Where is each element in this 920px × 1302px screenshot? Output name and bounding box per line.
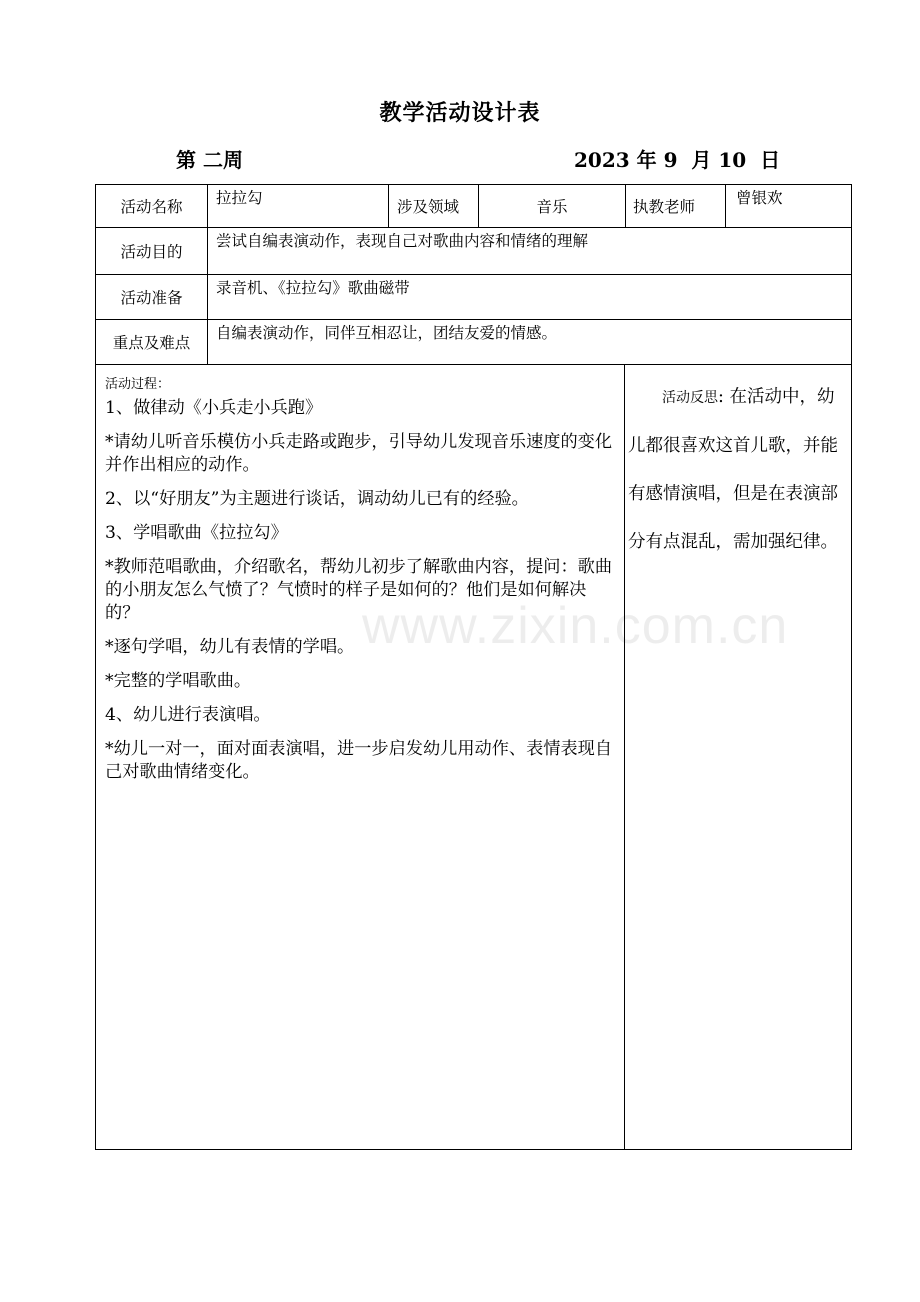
domain-label: 涉及领域	[397, 198, 460, 216]
process-title: 活动过程：	[105, 377, 171, 392]
process-paragraph: 2、以“好朋友”为主题进行谈话，调动幼儿已有的经验。	[105, 489, 529, 509]
process-paragraph: *完整的学唱歌曲。	[105, 671, 252, 691]
table-border-right	[851, 184, 852, 1150]
date-label: 2023 年 9 月 10 日	[574, 148, 781, 172]
process-paragraph: 4、幼儿进行表演唱。	[105, 705, 271, 725]
table-rule	[95, 227, 852, 228]
key-points-label: 重点及难点	[112, 334, 191, 352]
process-paragraph: *教师范唱歌曲，介绍歌名，帮幼儿初步了解歌曲内容，提问：歌曲的小朋友怎么气愤了？气愤时的样子是如何的？他们是如何解决的？	[105, 557, 613, 623]
reflection-section	[628, 373, 848, 566]
process-paragraph: 1、做律动《小兵走小兵跑》	[105, 398, 323, 418]
table-border-top	[95, 184, 852, 185]
activity-name-value: 拉拉勾	[216, 189, 263, 207]
process-paragraph: *请幼儿听音乐模仿小兵走路或跑步，引导幼儿发现音乐速度的变化并作出相应的动作。	[105, 432, 613, 475]
document-title: 教学活动设计表	[379, 100, 541, 126]
teacher-value: 曾银欢	[736, 189, 783, 207]
table-col-divider	[725, 184, 726, 228]
table-col-divider	[625, 184, 626, 228]
reflection-label: 活动反思	[662, 390, 718, 406]
reflection-text: 在活动中，幼儿都很喜欢这首儿歌，并能有感情演唱，但是在表演部分有点混乱，需加强纪律。	[628, 387, 838, 552]
prep-label: 活动准备	[120, 289, 183, 307]
table-col-divider	[624, 364, 625, 1150]
teacher-label: 执教老师	[633, 198, 696, 216]
domain-value: 音乐	[536, 198, 568, 216]
process-body	[105, 397, 620, 795]
table-rule	[95, 274, 852, 275]
week-label: 第 二周	[176, 148, 243, 172]
reflection-colon: :	[718, 387, 724, 407]
prep-value: 录音机、《拉拉勾》歌曲磁带	[216, 279, 410, 297]
table-border-bottom	[95, 1149, 852, 1150]
watermark: www.zixin.com.cn	[362, 597, 789, 655]
key-points-value: 自编表演动作，同伴互相忍让，团结友爱的情感。	[216, 324, 558, 342]
goal-label: 活动目的	[120, 243, 183, 261]
table-rule	[95, 364, 852, 365]
table-col-divider	[388, 184, 389, 228]
table-border-left	[95, 184, 96, 1150]
table-rule	[95, 319, 852, 320]
activity-name-label: 活动名称	[120, 198, 183, 216]
goal-value: 尝试自编表演动作，表现自己对歌曲内容和情绪的理解	[216, 232, 589, 250]
process-paragraph: *幼儿一对一，面对面表演唱，进一步启发幼儿用动作、表情表现自己对歌曲情绪变化。	[105, 739, 613, 782]
process-paragraph: *逐句学唱，幼儿有表情的学唱。	[105, 637, 355, 657]
table-col-divider	[207, 184, 208, 365]
process-paragraph: 3、学唱歌曲《拉拉勾》	[105, 523, 288, 543]
